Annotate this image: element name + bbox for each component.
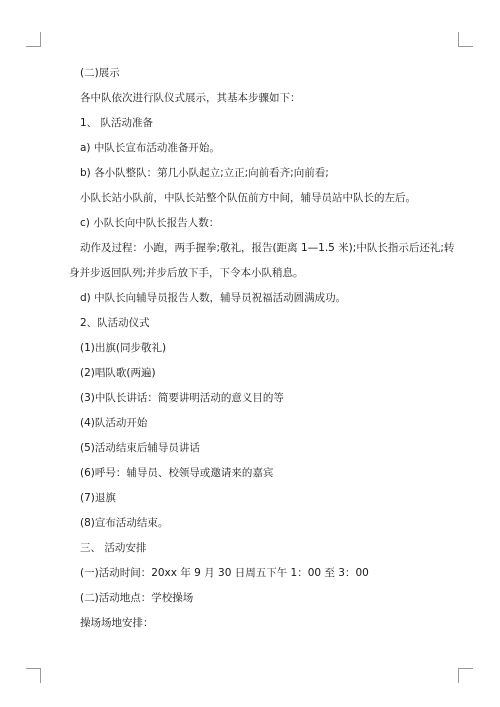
step-heading: 1、 队活动准备 [80,117,154,129]
list-item: (2)唱队歌(两遍) [80,367,156,379]
list-item: (1)出旗(同步敬礼) [80,342,167,354]
step-item: b) 各小队整队：第几小队起立;立正;向前看齐;向前看; [80,167,329,179]
list-item: (6)呼号：辅导员、校领导或邀请来的嘉宾 [80,467,274,479]
paragraph: (一)活动时间：20xx 年 9 月 30 日周五下午 1：00 至 3：00 [80,567,369,579]
step-item: a) 中队长宣布活动准备开始。 [80,142,220,154]
list-item: (3)中队长讲话：简要讲明活动的意义目的等 [80,392,284,404]
crop-mark-bottom-right [458,668,473,683]
list-item: (5)活动结束后辅导员讲话 [80,442,200,454]
paragraph: 动作及过程：小跑，两手握拳;敬礼，报告(距离 1—1.5 米);中队长指示后还礼;转 [80,242,455,254]
section-heading: 三、 活动安排 [80,542,147,554]
section-heading: (二)展示 [80,67,120,79]
document-body [69,66,455,641]
paragraph-continuation: 身并步返回队列;并步后放下手，下令本小队稍息。 [69,267,304,279]
list-item: (4)队活动开始 [80,417,148,429]
paragraph: 小队长站小队前，中队长站整个队伍前方中间，辅导员站中队长的左后。 [80,192,416,204]
paragraph: 操场场地安排： [80,617,154,629]
crop-mark-top-right [458,32,473,47]
step-item: c) 小队长向中队长报告人数： [80,217,220,229]
paragraph: 各中队依次进行队仪式展示，其基本步骤如下： [80,92,301,104]
paragraph: (二)活动地点：学校操场 [80,592,194,604]
crop-mark-top-left [26,32,41,47]
step-heading: 2、队活动仪式 [80,317,150,329]
list-item: (7)退旗 [80,492,116,504]
list-item: (8)宣布活动结束。 [80,517,169,529]
step-item: d) 中队长向辅导员报告人数，辅导员祝福活动圆满成功。 [80,292,347,304]
crop-mark-bottom-left [26,668,41,683]
